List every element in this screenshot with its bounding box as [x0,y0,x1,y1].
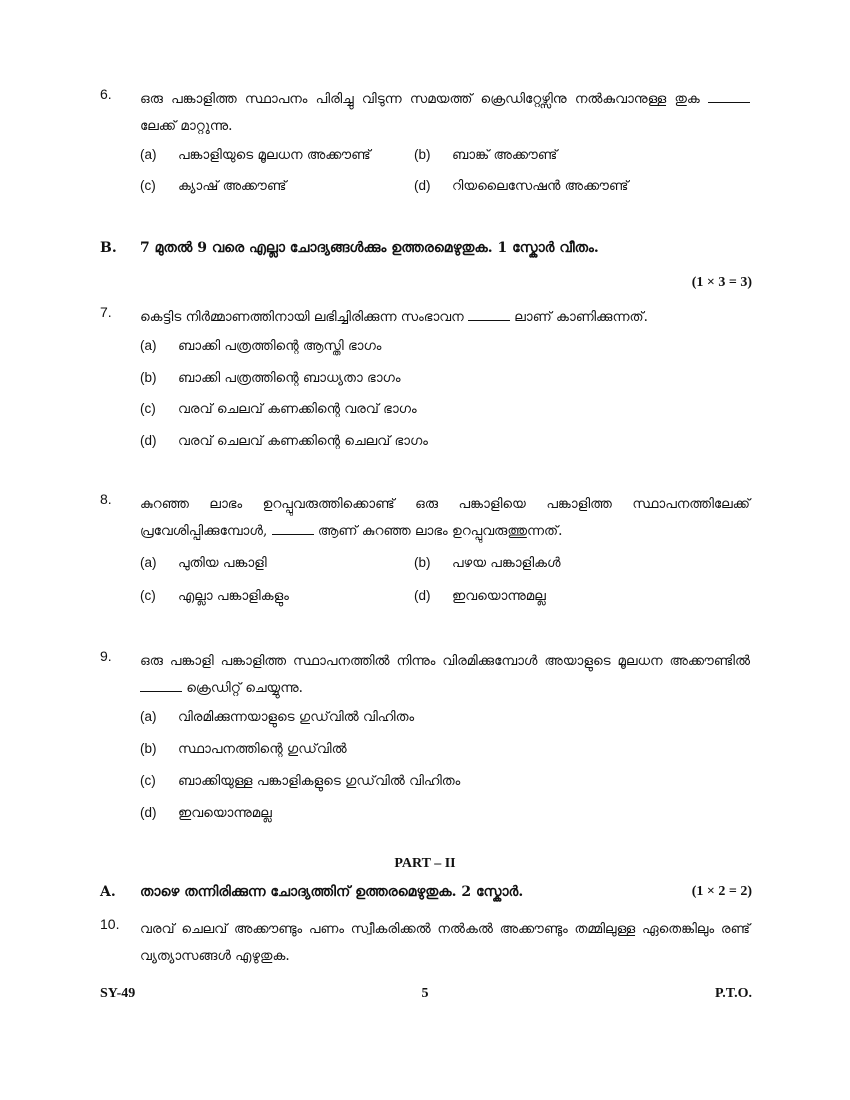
section-instruction: 7 മുതൽ 9 വരെ എല്ലാ ചോദ്യങ്ങൾക്കും ഉത്തരമെഴുതുക. 1 സ്കോർ വീതം. [140,240,599,256]
question-10 [100,916,750,970]
option-d: (d) റിയലൈസേഷൻ അക്കൗണ്ട് [414,178,629,194]
section-label: A. [100,884,116,900]
question-number: 9. [100,648,112,664]
section-label: B. [100,240,117,256]
option-a: (a) ബാക്കി പത്രത്തിന്റെ ആസ്തി ഭാഗം [140,338,382,354]
answer-blank [468,308,510,321]
option-c: (c) ക്യാഷ് അക്കൗണ്ട് [140,178,287,194]
option-b: (b) ബാക്കി പത്രത്തിന്റെ ബാധ്യതാ ഭാഗം [140,370,401,386]
question-7 [100,304,750,331]
option-d: (d) ഇവയൊന്നുമല്ല [140,805,272,821]
question-number: 7. [100,304,112,320]
answer-blank [272,522,314,535]
part2-section-a-marks: (1 × 2 = 2) [691,884,752,899]
question-text: ഒരു പങ്കാളി പങ്കാളിത്ത സ്ഥാപനത്തിൽ നിന്നും വിരമിക്കുമ്പോൾ അയാളുടെ മൂലധന അക്കൗണ്ടിൽ ക്രെഡിറ്റ് ചെയ്യുന്നു. [140,653,750,696]
question-text: കുറഞ്ഞ ലാഭം ഉറപ്പുവരുത്തിക്കൊണ്ട് ഒരു പങ്കാളിയെ പങ്കാളിത്ത സ്ഥാപനത്തിലേക്ക് പ്രവേശിപ്പിക്കുമ്പോൾ, ആണ് കുറഞ്ഞ ലാഭം ഉറപ്പുവരുത്തുന്നത്. [140,496,750,539]
paper-code: SY-49 [100,986,136,1001]
option-c: (c) വരവ് ചെലവ് കണക്കിന്റെ വരവ് ഭാഗം [140,401,417,417]
question-number: 6. [100,86,112,102]
option-b: (b) സ്ഥാപനത്തിന്റെ ഗുഡ്‌വിൽ [140,741,347,757]
option-c: (c) എല്ലാ പങ്കാളികളും [140,588,289,604]
section-instruction: താഴെ തന്നിരിക്കുന്ന ചോദ്യത്തിന് ഉത്തരമെഴുതുക. 2 സ്കോർ. [140,884,524,900]
part-title: PART – II [394,856,456,871]
answer-blank [140,679,182,692]
question-text: വരവ് ചെലവ് അക്കൗണ്ടും പണം സ്വീകരിക്കൽ നൽകൽ അക്കൗണ്ടും തമ്മിലുള്ള ഏതെങ്കിലും രണ്ട് വ്യത്യാസങ്ങൾ എഴുതുക. [140,921,750,964]
option-d: (d) വരവ് ചെലവ് കണക്കിന്റെ ചെലവ് ഭാഗം [140,433,428,449]
page-number: 5 [421,986,429,1001]
option-d: (d) ഇവയൊന്നുമല്ല [414,588,546,604]
question-8 [100,491,750,545]
question-number: 10. [100,916,120,932]
option-a: (a) പങ്കാളിയുടെ മൂലധന അക്കൗണ്ട് [140,147,371,163]
question-text: കെട്ടിട നിർമ്മാണത്തിനായി ലഭിച്ചിരിക്കുന്ന സംഭാവന ലാണ് കാണിക്കുന്നത്. [140,309,648,325]
option-c: (c) ബാക്കിയുള്ള പങ്കാളികളുടെ ഗുഡ്‌വിൽ വിഹിതം [140,773,461,789]
pto-label: P.T.O. [715,986,752,1001]
question-number: 8. [100,491,112,507]
option-b: (b) പഴയ പങ്കാളികൾ [414,555,561,571]
option-a: (a) വിരമിക്കുന്നയാളുടെ ഗുഡ്‌വിൽ വിഹിതം [140,709,415,725]
question-text: ഒരു പങ്കാളിത്ത സ്ഥാപനം പിരിച്ചു വിടുന്ന സമയത്ത് ക്രെഡിറ്റേഴ്സിനു നൽകുവാനുള്ള തുക ലേക്ക് മാറ്റുന്നു. [140,86,750,140]
question-6 [100,86,750,140]
answer-blank [708,90,750,103]
option-b: (b) ബാങ്ക് അക്കൗണ്ട് [414,147,558,163]
option-a: (a) പുതിയ പങ്കാളി [140,555,267,571]
section-b-marks: (1 × 3 = 3) [691,275,752,290]
question-9 [100,648,750,702]
